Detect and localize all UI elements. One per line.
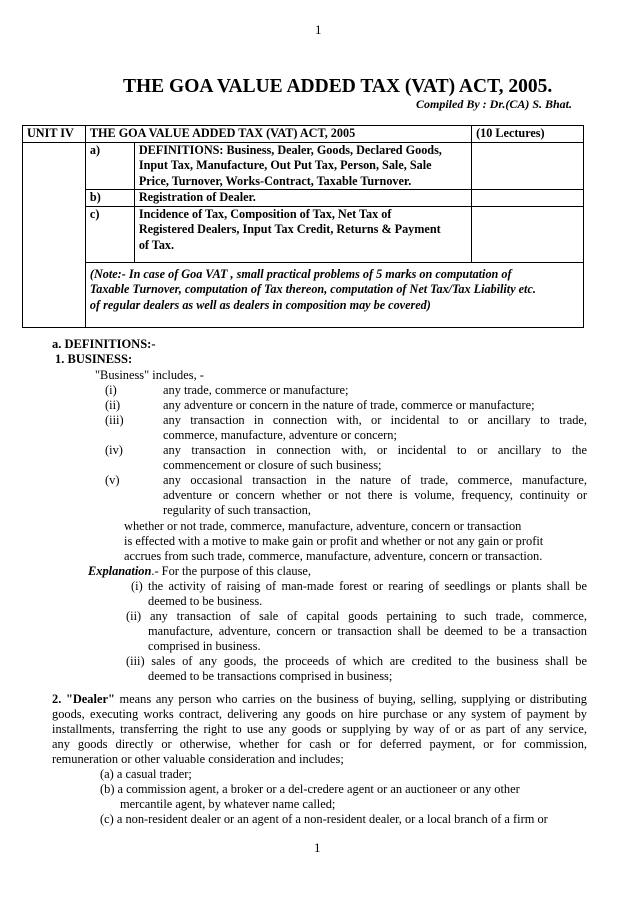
- dealer-sub-item: (b) a commission agent, a broker or a del-credere agent or an auctioneer or any other: [100, 782, 520, 796]
- business-heading: 1. BUSINESS:: [55, 352, 133, 366]
- item-text: [134, 190, 471, 207]
- definitions-heading: a. DEFINITIONS:-: [52, 337, 156, 351]
- item-marker: a): [85, 142, 134, 190]
- table-row: [23, 262, 584, 328]
- explanation-item-line: comprised in business.: [148, 639, 261, 653]
- footer-page-number: 1: [314, 840, 321, 855]
- item-line: Input Tax, Manufacture, Out Put Tax, Person, Sale, Sale: [138, 158, 432, 172]
- clause-number: (iv): [105, 443, 123, 457]
- compiled-by: Compiled By : Dr.(CA) S. Bhat.: [416, 97, 573, 111]
- clause-line: any adventure or concern in the nature of trade, commerce or manufacture;: [163, 398, 535, 412]
- dealer-number: 2: [52, 692, 59, 706]
- whether-line: accrues from such trade, commerce, manufacture, adventure, concern or transaction.: [124, 549, 543, 563]
- explanation-intro: .- For the purpose of this clause,: [151, 564, 312, 578]
- clause-line: any transaction in connection with, or incidental to or ancillary to trade,: [163, 413, 587, 427]
- item-line: Price, Turnover, Works-Contract, Taxable Turnover.: [138, 173, 412, 188]
- unit-cell: UNIT IV: [23, 126, 86, 143]
- clause-line: adventure or concern whether or not there is volume, frequency, continuity or: [163, 488, 587, 502]
- item-marker: b): [85, 190, 134, 207]
- dealer-line: means any person who carries on the business of buying, selling, supplying or distributing: [114, 692, 587, 706]
- explanation-item-line: (iii) sales of any goods, the proceeds of which are credited to the business shall be: [126, 654, 587, 668]
- explanation-item-line: deemed to be transactions comprised in business;: [148, 669, 393, 683]
- clause-number: (ii): [105, 398, 121, 412]
- dealer-sub-item: (c) a non-resident dealer or an agent of a non-resident dealer, or a local branch of a firm or: [100, 812, 548, 826]
- item-line: Incidence of Tax, Composition of Tax, Net Tax of: [138, 206, 392, 221]
- note-line: Taxable Turnover, computation of Tax thereon, computation of Net Tax/Tax Liability etc.: [89, 282, 536, 296]
- item-line: Registration of Dealer.: [138, 190, 256, 204]
- clause-line: regularity of such transaction,: [163, 503, 311, 517]
- dealer-line: remuneration or other valuable consideration and includes;: [52, 752, 344, 766]
- item-marker: c): [85, 206, 134, 262]
- dealer-line: goods, executing works contract, delivering any goods on hire purchase or any system of payment by: [52, 707, 587, 721]
- dealer-sub-item: (a) a casual trader;: [100, 767, 192, 781]
- clause-number: (v): [105, 473, 120, 487]
- explanation-item-line: (ii) any transaction of sale of capital goods pertaining to such trade, commerce,: [126, 609, 587, 623]
- item-line: Registered Dealers, Input Tax Credit, Returns & Payment: [138, 222, 441, 236]
- explanation-label: Explanation: [88, 564, 152, 578]
- whether-line: whether or not trade, commerce, manufacture, adventure, concern or transaction: [124, 519, 522, 533]
- dealer-sub-item: mercantile agent, by whatever name called;: [120, 797, 336, 811]
- syllabus-note: [85, 262, 583, 328]
- table-row: [23, 142, 584, 190]
- explanation-line: [88, 564, 311, 580]
- lectures-cell: (10 Lectures): [472, 126, 584, 143]
- dealer-line: installments, transferring the right to use any goods or supplying by way of or as part of any service,: [52, 722, 587, 736]
- whether-line: is effected with a motive to make gain or profit and whether or not any gain or profit: [124, 534, 544, 548]
- item-text: [134, 206, 471, 262]
- note-line: of regular dealers as well as dealers in composition may be covered): [89, 297, 431, 312]
- header-page-number: 1: [315, 22, 322, 37]
- dealer-term: "Dealer": [65, 692, 115, 706]
- dealer-first-line: 2. "Dealer" means any person who carries on the business of buying, selling, supplying or distributing: [52, 692, 587, 706]
- clause-number: (iii): [105, 413, 124, 427]
- business-intro: "Business" includes, -: [95, 368, 204, 382]
- clause-number: (i): [105, 383, 117, 397]
- clause-line: any occasional transaction in the nature of trade, commerce, manufacture,: [163, 473, 587, 487]
- clause-line: any transaction in connection with, or incidental to or ancillary to the: [163, 443, 587, 457]
- clause-line: any trade, commerce or manufacture;: [163, 383, 349, 397]
- item-text: [134, 142, 471, 190]
- table-row: [23, 206, 584, 262]
- unit-title-cell: THE GOA VALUE ADDED TAX (VAT) ACT, 2005: [85, 126, 471, 143]
- document-title: THE GOA VALUE ADDED TAX (VAT) ACT, 2005.: [123, 76, 553, 97]
- item-line: of Tax.: [138, 237, 175, 252]
- syllabus-table: [22, 125, 584, 328]
- explanation-item-line: (i) the activity of raising of man-made forest or rearing of seedlings or plants shall be: [131, 579, 587, 593]
- table-row: [23, 190, 584, 207]
- explanation-item-line: deemed to be business.: [148, 594, 263, 608]
- table-row: [23, 126, 584, 143]
- clause-line: commerce, manufacture, adventure or concern;: [163, 428, 397, 442]
- clause-line: commencement or closure of such business;: [163, 458, 382, 472]
- explanation-item-line: manufacture, adventure, concern or transaction shall be deemed to be a transaction: [148, 624, 587, 638]
- note-line: (Note:- In case of Goa VAT , small practical problems of 5 marks on computation of: [89, 266, 512, 281]
- item-line: DEFINITIONS: Business, Dealer, Goods, Declared Goods,: [138, 142, 442, 157]
- dealer-line: any goods directly or otherwise, whether for cash or for deferred payment, or for commission,: [52, 737, 587, 751]
